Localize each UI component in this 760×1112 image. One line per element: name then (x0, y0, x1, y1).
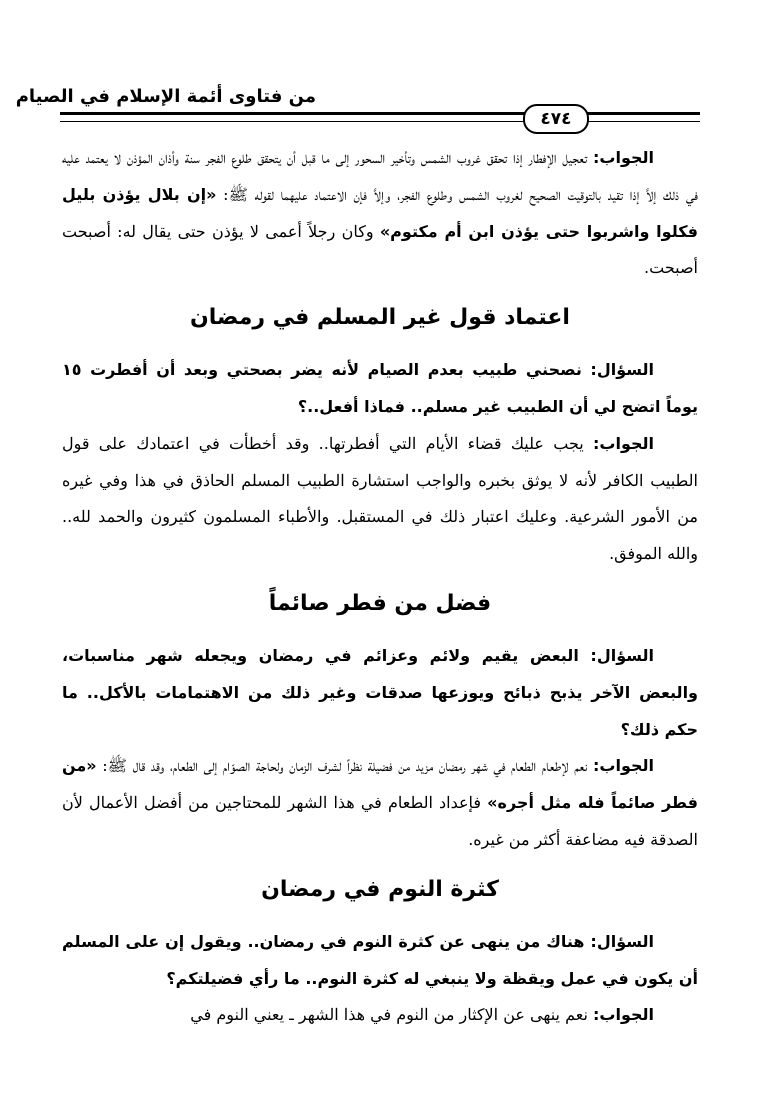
header-rule-thick (60, 112, 700, 115)
answer-text: فإعداد الطعام في هذا الشهر للمحتاجين من أفضل الأعمال لأن الصدقة فيه مضاعفة أكثر من غيره. (62, 793, 698, 849)
question-label: السؤال: (590, 360, 654, 380)
section-heading: اعتماد قول غير المسلم في رمضان (190, 305, 570, 331)
answer-text: يجب عليك قضاء الأيام التي أفطرتها.. وقد أخطأت في اعتمادك على قول الطبيب الكافر لأنه لا يوثق بخبره والواجب استشارة الطبيب المسلم الحاذق في هذا وفي غيره من الأمور الشرعية. وعليك اعتبار ذلك في المستقبل. والأطباء المسلمون كثيرون والحمد لله.. والله الموفق. (62, 433, 698, 564)
section-heading: كثرة النوم في رمضان (261, 876, 499, 902)
question-paragraph (62, 924, 698, 998)
page-number: ٤٧٤ (523, 104, 589, 134)
answer-label: الجواب: (592, 433, 654, 453)
question-paragraph (62, 638, 698, 748)
page-content (62, 140, 698, 1034)
answer-paragraph (62, 426, 698, 573)
question-text: البعض يقيم ولائم وعزائم في رمضان ويجعله شهر مناسبات، والبعض الآخر يذبح ذبائح ويوزعها صدقات وغير ذلك من الاهتمامات بالأكل.. ما حكم ذلك؟ (62, 645, 698, 739)
question-text: نصحني طبيب بعدم الصيام لأنه يضر بصحتي وبعد أن أفطرت ١٥ يوماً اتضح لي أن الطبيب غير مسلم.. فماذا أفعل..؟ (62, 360, 698, 416)
question-label: السؤال: (590, 931, 654, 951)
answer-text: تعجيل الإفطار إذا تحقق غروب الشمس وتأخير السحور إلى ما قبل أن يتحقق طلوع الفجر سنة وأذان المؤذن لا يعتمد عليه في ذلك إلاَّ إذا تقيد بالتوقيت الصحيح لغروب الشمس وطلوع الفجر، وإلاَّ فإن الاعتماد عليهما لقوله ﷺ: (62, 148, 699, 204)
intro-answer (62, 140, 698, 287)
hadith-quote: «من فطر صائماً فله مثل أجره» (62, 756, 698, 813)
answer-label: الجواب: (592, 148, 654, 167)
answer-text: نعم ينهى عن الإكثار من النوم في هذا الشهر ـ يعني النوم في (190, 1005, 593, 1025)
question-paragraph (62, 352, 698, 426)
answer-text: نعم لإطعام الطعام في شهر رمضان مزيد من فضيلة نظراً لشرف الزمان ولحاجة الصوّام إلى الطعام، وقد قال ﷺ: (96, 756, 593, 776)
header-rule-thin (60, 121, 700, 122)
answer-paragraph (62, 997, 698, 1034)
answer-paragraph (62, 748, 698, 858)
question-text: هناك من ينهى عن كثرة النوم في رمضان.. ويقول إن على المسلم أن يكون في عمل ويقظة ولا ينبغي له كثرة النوم.. ما رأي فضيلتكم؟ (62, 931, 698, 988)
section-heading: فضل من فطر صائماً (268, 590, 492, 616)
question-label: السؤال: (590, 645, 654, 665)
hadith-quote: «إن بلال يؤذن بليل فكلوا واشربوا حتى يؤذن ابن أم مكتوم» (62, 184, 699, 241)
running-title: من فتاوى أئمة الإسلام في الصيام (15, 86, 316, 107)
answer-text: وكان رجلاً أعمى لا يؤذن حتى يقال له: أصبحت أصبحت. (62, 221, 698, 278)
answer-label: الجواب: (592, 756, 654, 776)
answer-label: الجواب: (592, 1005, 654, 1025)
